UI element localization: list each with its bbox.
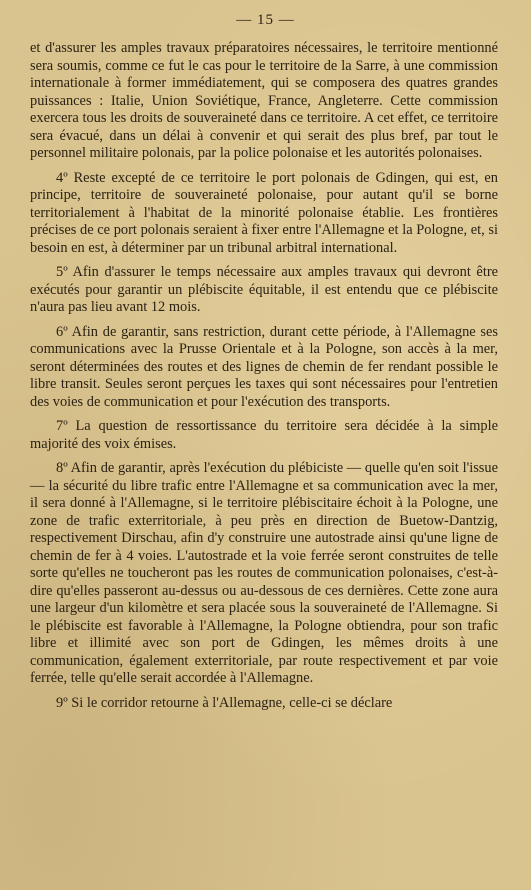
paragraph-6: 6º Afin de garantir, sans restriction, durant cette période, à l'Allemagne ses communications avec la Prusse Orientale et à la Pologne, son accès à la mer, seront déterminées des routes et des lignes de chemin de fer rendant possible le libre transit. Seules seront perçues les taxes qui sont nécessaires pour l'entretien des voies de communication et pour l'exécution des transports. [30, 323, 498, 410]
paragraph-5: 5º Afin d'assurer le temps nécessaire aux amples travaux qui devront être exécutés pour garantir un plébiscite équitable, il est entendu que ce plébiscite n'aura pas lieu avant 12 mois. [30, 264, 498, 315]
paragraph-4: 4º Reste excepté de ce territoire le port polonais de Gdingen, qui est, en principe, territoire de souveraineté polonaise, pour autant qu'il se borne territorialement à l'habitat de la minorité polonaise établie. Les frontières précises de ce port polonais seraient à fixer entre l'Allemagne et la Pologne, et, si besoin en est, à déterminer par un tribunal arbitral international. [30, 169, 498, 256]
page-number: — 15 — [236, 12, 295, 28]
paragraph-7: 7º La question de ressortissance du territoire sera décidée à la simple majorité des voix émises. [30, 418, 498, 452]
paragraph-3-continuation: et d'assurer les amples travaux préparatoires nécessaires, le territoire mentionné sera soumis, comme ce fut le cas pour le territoire de la Sarre, à une commission internationale à former immédiatement, qui se composera des quatres grandes puissances : Italie, Union Soviétique, France, Angleterre. Cette commission exercera tous les droits de souveraineté dans ce territoire. A cet effet, ce territoire sera évacué, dans un délai à convenir et qui serait des plus bref, par tout le personnel militaire polonais, par la police polonaise et les autorités polonaises. [30, 40, 498, 161]
paragraph-8: 8º Afin de garantir, après l'exécution du plébiciste — quelle qu'en soit l'issue — la sécurité du libre trafic entre l'Allemagne et sa communication avec la mer, il sera donné à l'Allemagne, si le territoire plébiscitaire échoit à la Pologne, une zone de trafic exterritoriale, à peu près en direction de Buetow-Dantzig, respectivement Dirschau, afin d'y construire une autostrade ainsi qu'une ligne de chemin de fer à 4 voies. L'autostrade et la voie ferrée seront construites de telle sorte qu'elles ne toucheront pas les routes de communication polonaises, c'est-à-dire qu'elles passeront au-dessus ou au-dessous de ces dernières. Cette zone aura une largeur d'un kilomètre et sera placée sous la souveraineté de l'Allemagne. Si le plébiscite est favorable à l'Allemagne, la Pologne obtiendra, pour son trafic libre et illimité avec son port de Gdingen, les mêmes droits à une communication, également exterritoriale, par route respectivement et par voie ferrée, telle qu'elle serait accordée à l'Allemagne. [30, 460, 498, 686]
body-text [30, 40, 498, 719]
paragraph-9: 9º Si le corridor retourne à l'Allemagne, celle-ci se déclare [56, 694, 393, 711]
